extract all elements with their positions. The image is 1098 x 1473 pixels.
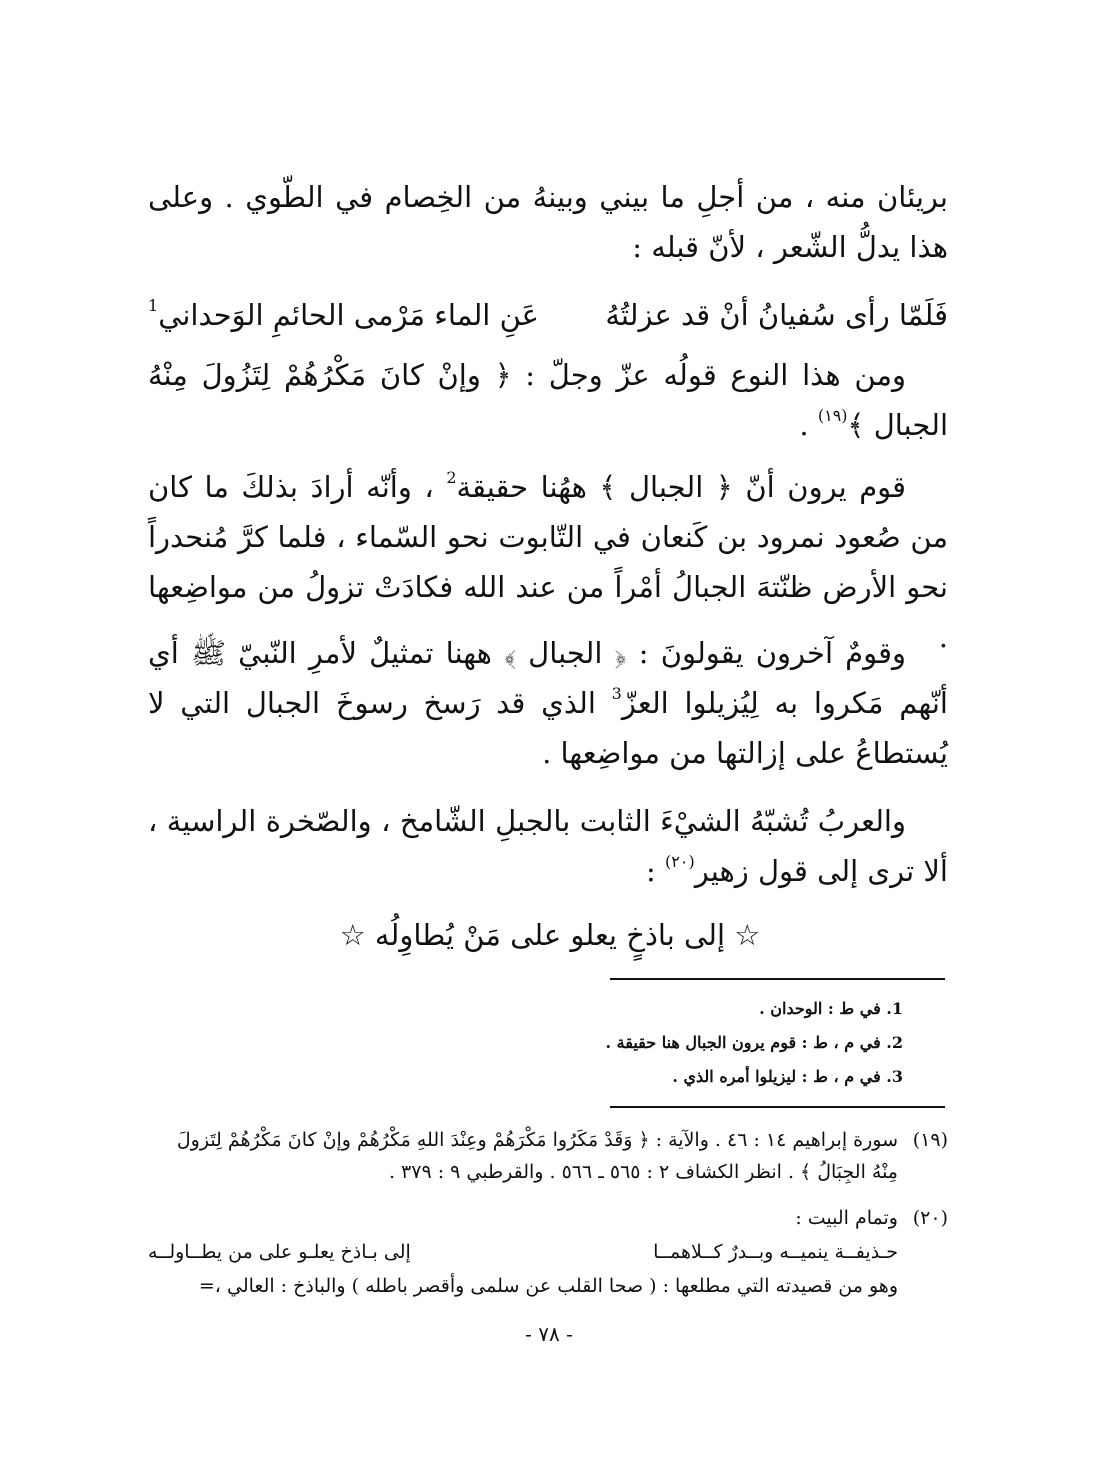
paragraph-4-text-b: الذي قد رَسخ رسوخَ الجبال التي لا يُستطاعُ على إزالتها من مواضِعها . xyxy=(148,686,948,770)
paragraph-2-text: ومن هذا النوع قولُه عزّ وجلّ : ﴿ وإنْ كانَ مَكْرُهُمْ لِتَزُولَ مِنْهُ الجبال ﴾ xyxy=(148,358,948,442)
paragraph-4-text-a: وقومٌ آخرون يقولونَ : ﴿ الجبال ﴾ ههنا تمثيلٌ لأمرِ النّبيّ ﷺ أي أنّهم مَكروا به لِيُزيلوا العزّ xyxy=(148,636,948,720)
editor-note-2: 2. في م ، ط : قوم يرون الجبال هنا حقيقة . xyxy=(605,1033,903,1052)
editor-notes-separator xyxy=(610,978,945,980)
footnotes-separator xyxy=(610,1106,945,1108)
poem-verse-2: ☆ إلى باذخٍ يعلو على مَنْ يُطاوِلُه ☆ xyxy=(339,918,761,952)
footnote-19-number: (١٩) xyxy=(912,1129,948,1151)
paragraph-4 xyxy=(148,628,948,778)
paragraph-3-text-b: ، وأنّه أرادَ بذلكَ ما كان من صُعود نمرود بن كَنعان في التّابوت نحو السّماء ، فلما كرَّ مُنحدراً نحو الأرض ظنّتهَ الجبالُ أمْراً من عند الله فكادَتْ تزولُ من مواضِعها . xyxy=(148,470,948,654)
footnote-marker-2: 2 xyxy=(446,468,457,487)
footnote-ref-20: (٢٠) xyxy=(665,852,695,871)
footnote-20-number: (٢٠) xyxy=(912,1207,948,1229)
paragraph-5: والعربُ تُشبّهُ الشيْءَ الثابت بالجبلِ الشّامخ ، والصّخرة الراسية ، ألا ترى إلى قول زهير$^{(٢٠)}$ : xyxy=(148,804,948,888)
verse-1-second-hemistich: عَنِ الماء مَرْمى الحائمِ الوَحداني$^1$ xyxy=(148,296,539,332)
footnote-20-verse-first: حـذيفــة ينميــه وبــدرٌ كــلاهمــا xyxy=(653,1241,898,1263)
footnote-20-verse xyxy=(148,1236,898,1268)
footnote-marker-3: 3 xyxy=(611,684,622,703)
paragraph-3-text-a: قوم يرون أنّ ﴿ الجبال ﴾ ههُنا حقيقة xyxy=(456,470,907,504)
verse-1-first-hemistich: فَلَمّا رأى سُفيانُ أنْ قد عزلتُهُ xyxy=(605,298,948,332)
poem-verse-1 xyxy=(148,290,948,340)
footnote-19-text: سورة إبراهيم ١٤ : ٤٦ . والآية : ﴿ وَقَدْ مَكَرُوا مَكْرَهُمْ وعِنْدَ اللهِ مَكْرُهُمْ وإنْ كانَ مَكْرُهُمْ لِتَزولَ مِنْهُ الجِبَالُ ﴾ . انظر الكشاف ٢ : ٥٦٥ ـ ٥٦٦ . والقرطبي ٩ : ٣٧٩ . xyxy=(176,1129,898,1183)
paragraph-1 xyxy=(148,172,948,272)
footnote-20-text: وتمام البيت : xyxy=(795,1207,898,1229)
footnote-19 xyxy=(148,1124,948,1188)
footnote-20-verse-second: إلى بـاذخ يعلـو على من يطــاولــه xyxy=(148,1241,411,1263)
footnote-marker-1: 1 xyxy=(148,296,159,315)
editor-note-3: 3. في م ، ط : ليزيلوا أمره الذي . xyxy=(672,1067,903,1086)
paragraph-1-text: بريئان منه ، من أجلِ ما بيني وبينهُ من الخِصام في الطّوي . وعلى هذا يدلُّ الشّعر ، لأنّ قبله : xyxy=(148,180,948,264)
footnote-ref-19: (١٩) xyxy=(817,406,848,425)
footnote-20-tail: وهو من قصيدته التي مطلعها : ( صحا القلب عن سلمى وأقصر باطله ) والباذخ : العالي ،= xyxy=(198,1275,898,1297)
paragraph-2: ومن هذا النوع قولُه عزّ وجلّ : ﴿ وإنْ كانَ مَكْرُهُمْ لِتَزُولَ مِنْهُ الجبال ﴾$^{(١٩)}$ . xyxy=(148,358,948,442)
paragraph-5-text-a: والعربُ تُشبّهُ الشيْءَ الثابت بالجبلِ الشّامخ ، والصّخرة الراسية ، ألا ترى إلى قول زهير xyxy=(148,804,948,888)
editor-note-1: 1. في ط : الوحدان . xyxy=(759,999,903,1018)
page-number: - ٧٨ - xyxy=(525,1322,573,1346)
footnote-20 xyxy=(148,1202,948,1234)
